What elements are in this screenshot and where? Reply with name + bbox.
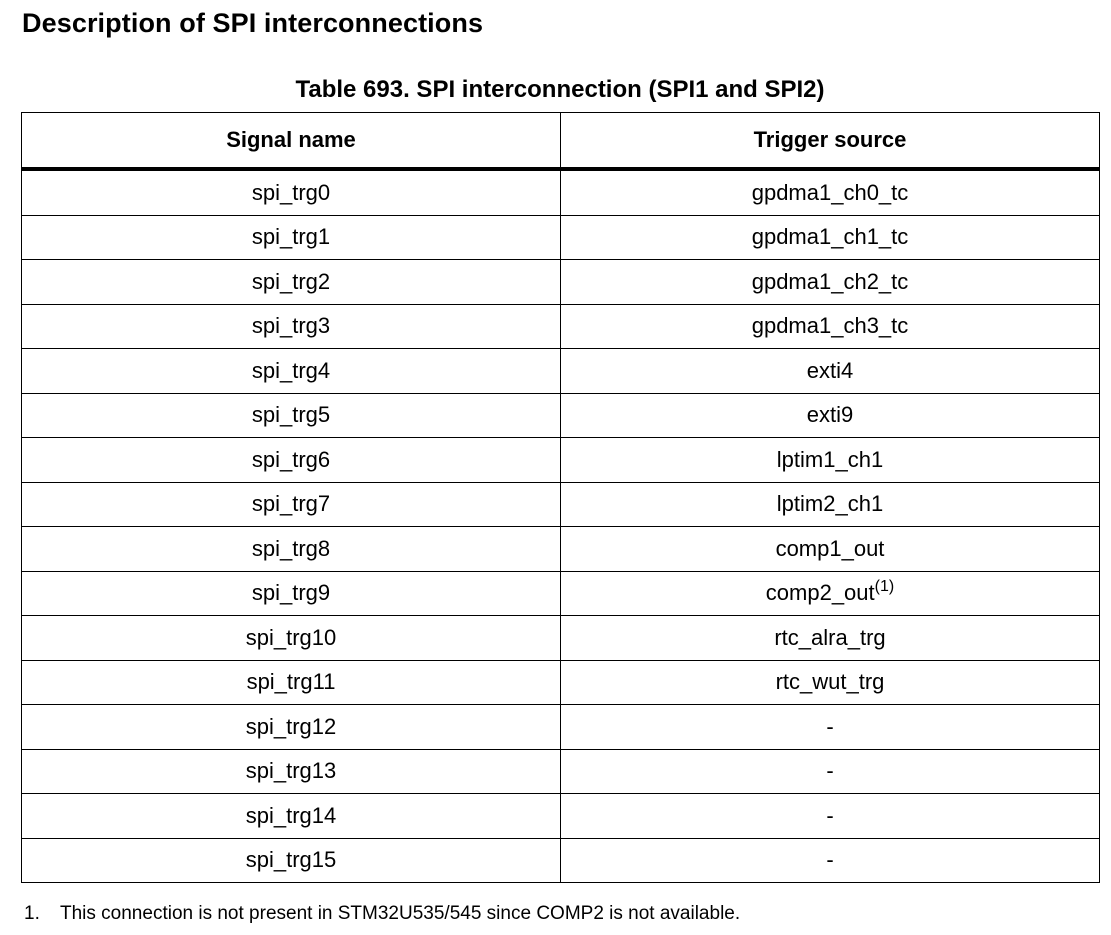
trigger-source-cell bbox=[561, 482, 1100, 527]
signal-name-cell: spi_trg12 bbox=[22, 705, 561, 750]
trigger-source-text: exti4 bbox=[806, 357, 854, 383]
trigger-source-text: exti9 bbox=[806, 402, 854, 428]
table-row bbox=[22, 215, 1100, 260]
table-row bbox=[22, 749, 1100, 794]
trigger-source-cell bbox=[561, 169, 1100, 215]
trigger-source-text: rtc_alra_trg bbox=[774, 624, 886, 650]
trigger-source-cell bbox=[561, 260, 1100, 305]
signal-name-cell: spi_trg9 bbox=[22, 571, 561, 616]
table-caption: Table 693. SPI interconnection (SPI1 and SPI2) bbox=[295, 76, 825, 103]
signal-name-cell: spi_trg3 bbox=[22, 304, 561, 349]
trigger-source-cell bbox=[561, 660, 1100, 705]
footnote-text: This connection is not present in STM32U535/545 since COMP2 is not available. bbox=[60, 903, 741, 924]
table-row bbox=[22, 393, 1100, 438]
table-row bbox=[22, 794, 1100, 839]
trigger-source-text: comp2_out bbox=[765, 580, 875, 606]
table-row bbox=[22, 438, 1100, 483]
signal-name-cell: spi_trg15 bbox=[22, 838, 561, 883]
table-row bbox=[22, 660, 1100, 705]
signal-name-cell: spi_trg11 bbox=[22, 660, 561, 705]
signal-name-cell: spi_trg8 bbox=[22, 527, 561, 572]
trigger-source-text: comp1_out bbox=[775, 535, 885, 561]
trigger-source-cell bbox=[561, 215, 1100, 260]
trigger-source-text: rtc_wut_trg bbox=[775, 669, 885, 695]
trigger-source-cell bbox=[561, 527, 1100, 572]
column-header-signal-name: Signal name bbox=[22, 113, 561, 170]
signal-name-cell: spi_trg13 bbox=[22, 749, 561, 794]
footnote-number: 1. bbox=[24, 903, 40, 924]
trigger-source-cell bbox=[561, 304, 1100, 349]
table-row bbox=[22, 527, 1100, 572]
trigger-source-text: lptim1_ch1 bbox=[776, 446, 884, 472]
trigger-source-text: - bbox=[826, 847, 834, 873]
trigger-source-cell bbox=[561, 705, 1100, 750]
table-row bbox=[22, 571, 1100, 616]
table-row bbox=[22, 616, 1100, 661]
signal-name-cell: spi_trg7 bbox=[22, 482, 561, 527]
trigger-source-text: gpdma1_ch0_tc bbox=[751, 179, 909, 205]
trigger-source-cell bbox=[561, 616, 1100, 661]
trigger-source-cell bbox=[561, 438, 1100, 483]
trigger-source-cell bbox=[561, 393, 1100, 438]
table-row bbox=[22, 705, 1100, 750]
section-heading: Description of SPI interconnections bbox=[22, 8, 484, 38]
signal-name-cell: spi_trg2 bbox=[22, 260, 561, 305]
signal-name-cell: spi_trg1 bbox=[22, 215, 561, 260]
trigger-source-cell bbox=[561, 349, 1100, 394]
table-row bbox=[22, 304, 1100, 349]
spi-interconnection-table bbox=[21, 112, 1100, 883]
table-row bbox=[22, 169, 1100, 215]
footnote-reference: (1) bbox=[874, 578, 895, 596]
table-row bbox=[22, 260, 1100, 305]
signal-name-cell: spi_trg14 bbox=[22, 794, 561, 839]
signal-name-cell: spi_trg5 bbox=[22, 393, 561, 438]
trigger-source-text: gpdma1_ch3_tc bbox=[751, 313, 909, 339]
trigger-source-text: gpdma1_ch2_tc bbox=[751, 268, 909, 294]
signal-name-cell: spi_trg0 bbox=[22, 169, 561, 215]
table-row bbox=[22, 838, 1100, 883]
table-row bbox=[22, 482, 1100, 527]
trigger-source-text: - bbox=[826, 713, 834, 739]
table-body bbox=[22, 169, 1100, 883]
trigger-source-cell bbox=[561, 838, 1100, 883]
signal-name-cell: spi_trg6 bbox=[22, 438, 561, 483]
signal-name-cell: spi_trg4 bbox=[22, 349, 561, 394]
footnote bbox=[24, 903, 740, 925]
trigger-source-cell bbox=[561, 749, 1100, 794]
trigger-source-cell bbox=[561, 794, 1100, 839]
column-header-trigger-source: Trigger source bbox=[561, 113, 1100, 170]
trigger-source-text: gpdma1_ch1_tc bbox=[751, 224, 909, 250]
trigger-source-text: lptim2_ch1 bbox=[776, 491, 884, 517]
trigger-source-text: - bbox=[826, 758, 834, 784]
table-header-row bbox=[22, 113, 1100, 170]
table-row bbox=[22, 349, 1100, 394]
trigger-source-text: - bbox=[826, 802, 834, 828]
trigger-source-cell bbox=[561, 571, 1100, 616]
signal-name-cell: spi_trg10 bbox=[22, 616, 561, 661]
